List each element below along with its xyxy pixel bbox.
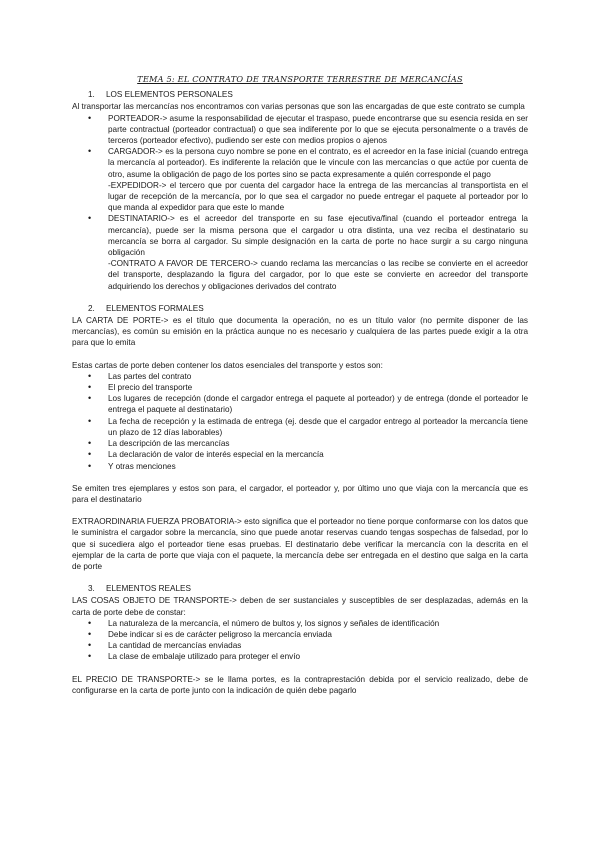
section-3-paragraph-precio: EL PRECIO DE TRANSPORTE-> se le llama portes, es la contraprestación debida por el servicio realizado, debe de configurarse en la carta de porte junto con la indicación de quién debe pagarlo [72,674,528,695]
section-2-paragraph-copies: Se emiten tres ejemplares y estos son para, el cargador, el porteador y, por último uno que viaja con la mercancía que es para el destinatario [72,483,528,504]
section-number: 2. [88,303,95,313]
section-1-intro: Al transportar las mercancías nos encontramos con varias personas que son las encargadas de que este contrato se cumpla [72,102,525,112]
list-item: • La clase de embalaje utilizado para proteger el envío [108,651,528,662]
list-item: • La declaración de valor de interés especial en la mercancía [108,449,528,460]
section-title: ELEMENTOS REALES [106,584,191,594]
section-1-heading [72,89,528,100]
list-item: • DESTINATARIO-> es el acreedor del transporte en su fase ejecutiva/final (cuando el porteador entrega la mercancía), puede ser la misma persona que el cargador u otra distinta, una vez reciba el destinatario su mercancía se borra al cargador. Su simple designación en la carta de porte no hace surgir a su cargo ninguna obligación -CONTRATO A FAVOR DE TERCERO-> cuando reclama las mercancías o las recibe se convierte en el acreedor del transporte, desplazando la figura del cargador, por lo que este se convierte en acreedor del transporte adquiriendo los derechos y obligaciones derivados del contrato [108,213,528,291]
list-item: • La naturaleza de la mercancía, el número de bultos y, los signos y señales de identificación [108,618,528,629]
section-number: 3. [88,584,95,594]
list-item: • Debe indicar si es de carácter peligroso la mercancía enviada [108,629,528,640]
list-item: • La descripción de las mercancías [108,438,528,449]
section-2-list [72,371,528,472]
section-3-intro: LAS COSAS OBJETO DE TRANSPORTE-> deben de ser sustanciales y susceptibles de ser desplazadas, además en la carta de porte debe de constar: [72,596,528,617]
list-item: • La cantidad de mercancías enviadas [108,640,528,651]
list-item: • El precio del transporte [108,382,528,393]
section-3-heading [72,583,528,594]
list-item: • PORTEADOR-> asume la responsabilidad de ejecutar el traspaso, puede encontrarse que su esencia resida en ser parte contractual (porteador contractual) o que sea indiferente por lo que se ejecuta personalmente o a través de terceros (porteador efectivo), pudiendo ser este con medios propios o ajenos [108,113,528,147]
sub-definition: -EXPEDIDOR-> el tercero que por cuenta del cargador hace la entrega de las mercancías al transportista en el lugar de recepción de la mercancía, por lo que sea el cargador no puede entregar el paquete al porteador por lo que manda al expedidor para que este lo mande [108,180,528,213]
section-2-list-intro: Estas cartas de porte deben contener los datos esenciales del transporte y estos son: [72,360,383,370]
sub-definition: -CONTRATO A FAVOR DE TERCERO-> cuando reclama las mercancías o las recibe se convierte en el acreedor del transporte, desplazando la figura del cargador, por lo que este se convierte en acreedor del transporte adquiriendo los derechos y obligaciones derivados del contrato [108,259,528,291]
section-3-list [72,618,528,663]
list-item: • Y otras menciones [108,461,528,472]
list-item: • CARGADOR-> es la persona cuyo nombre se pone en el contrato, es el acreedor en la fase inicial (cuando entrega la mercancía al porteador). Es indiferente la relación que le vincule con las mercancías o que actúe por cuenta de otro, asume la obligación de pago de los portes sino se pacta expresamente a quién corresponde el pago -EXPEDIDOR-> el tercero que por cuenta del cargador hace la entrega de las mercancías al transportista en el lugar de recepción de la mercancía, por lo que sea el cargador no puede entregar el paquete al porteador por lo que manda al expedidor para que este lo mande [108,146,528,213]
section-title: LOS ELEMENTOS PERSONALES [106,90,233,100]
section-2-heading [72,303,528,314]
section-title: ELEMENTOS FORMALES [106,303,204,313]
document-title: TEMA 5: EL CONTRATO DE TRANSPORTE TERRESTRE DE MERCANCÍAS [137,74,463,84]
list-item: • La fecha de recepción y la estimada de entrega (ej. desde que el cargador entrego al porteador la mercancía tiene un plazo de 12 días laborables) [108,416,528,438]
list-item: • Las partes del contrato [108,371,528,382]
section-1-list [72,113,528,292]
section-number: 1. [88,90,95,100]
list-item: • Los lugares de recepción (donde el cargador entrega el paquete al porteador) y de entrega (donde el porteador le entrega el paquete al destinatario) [108,393,528,415]
section-2-intro: LA CARTA DE PORTE-> es el título que documenta la operación, no es un título valor (no permite disponer de las mercancías), es común su emisión en la práctica aunque no es necesario y cualquiera de las partes puede exigir a la otra para que lo emita [72,316,528,348]
section-2-paragraph-probatoria: EXTRAORDINARIA FUERZA PROBATORIA-> esto significa que el porteador no tiene porque conformarse con los datos que le suministra el cargador sobre la mercancía, sino que puede anotar reservas cuando tengas sospechas de falsedad, por lo que si sucediera algo el porteador tiene esas pruebas. El destinatario debe verificar la mercancía con la descrita en el ejemplar de la carta de porte que viaja con el paquete, la mercancía debe ser entregada en el destino que salga en la carta de porte [72,517,528,571]
